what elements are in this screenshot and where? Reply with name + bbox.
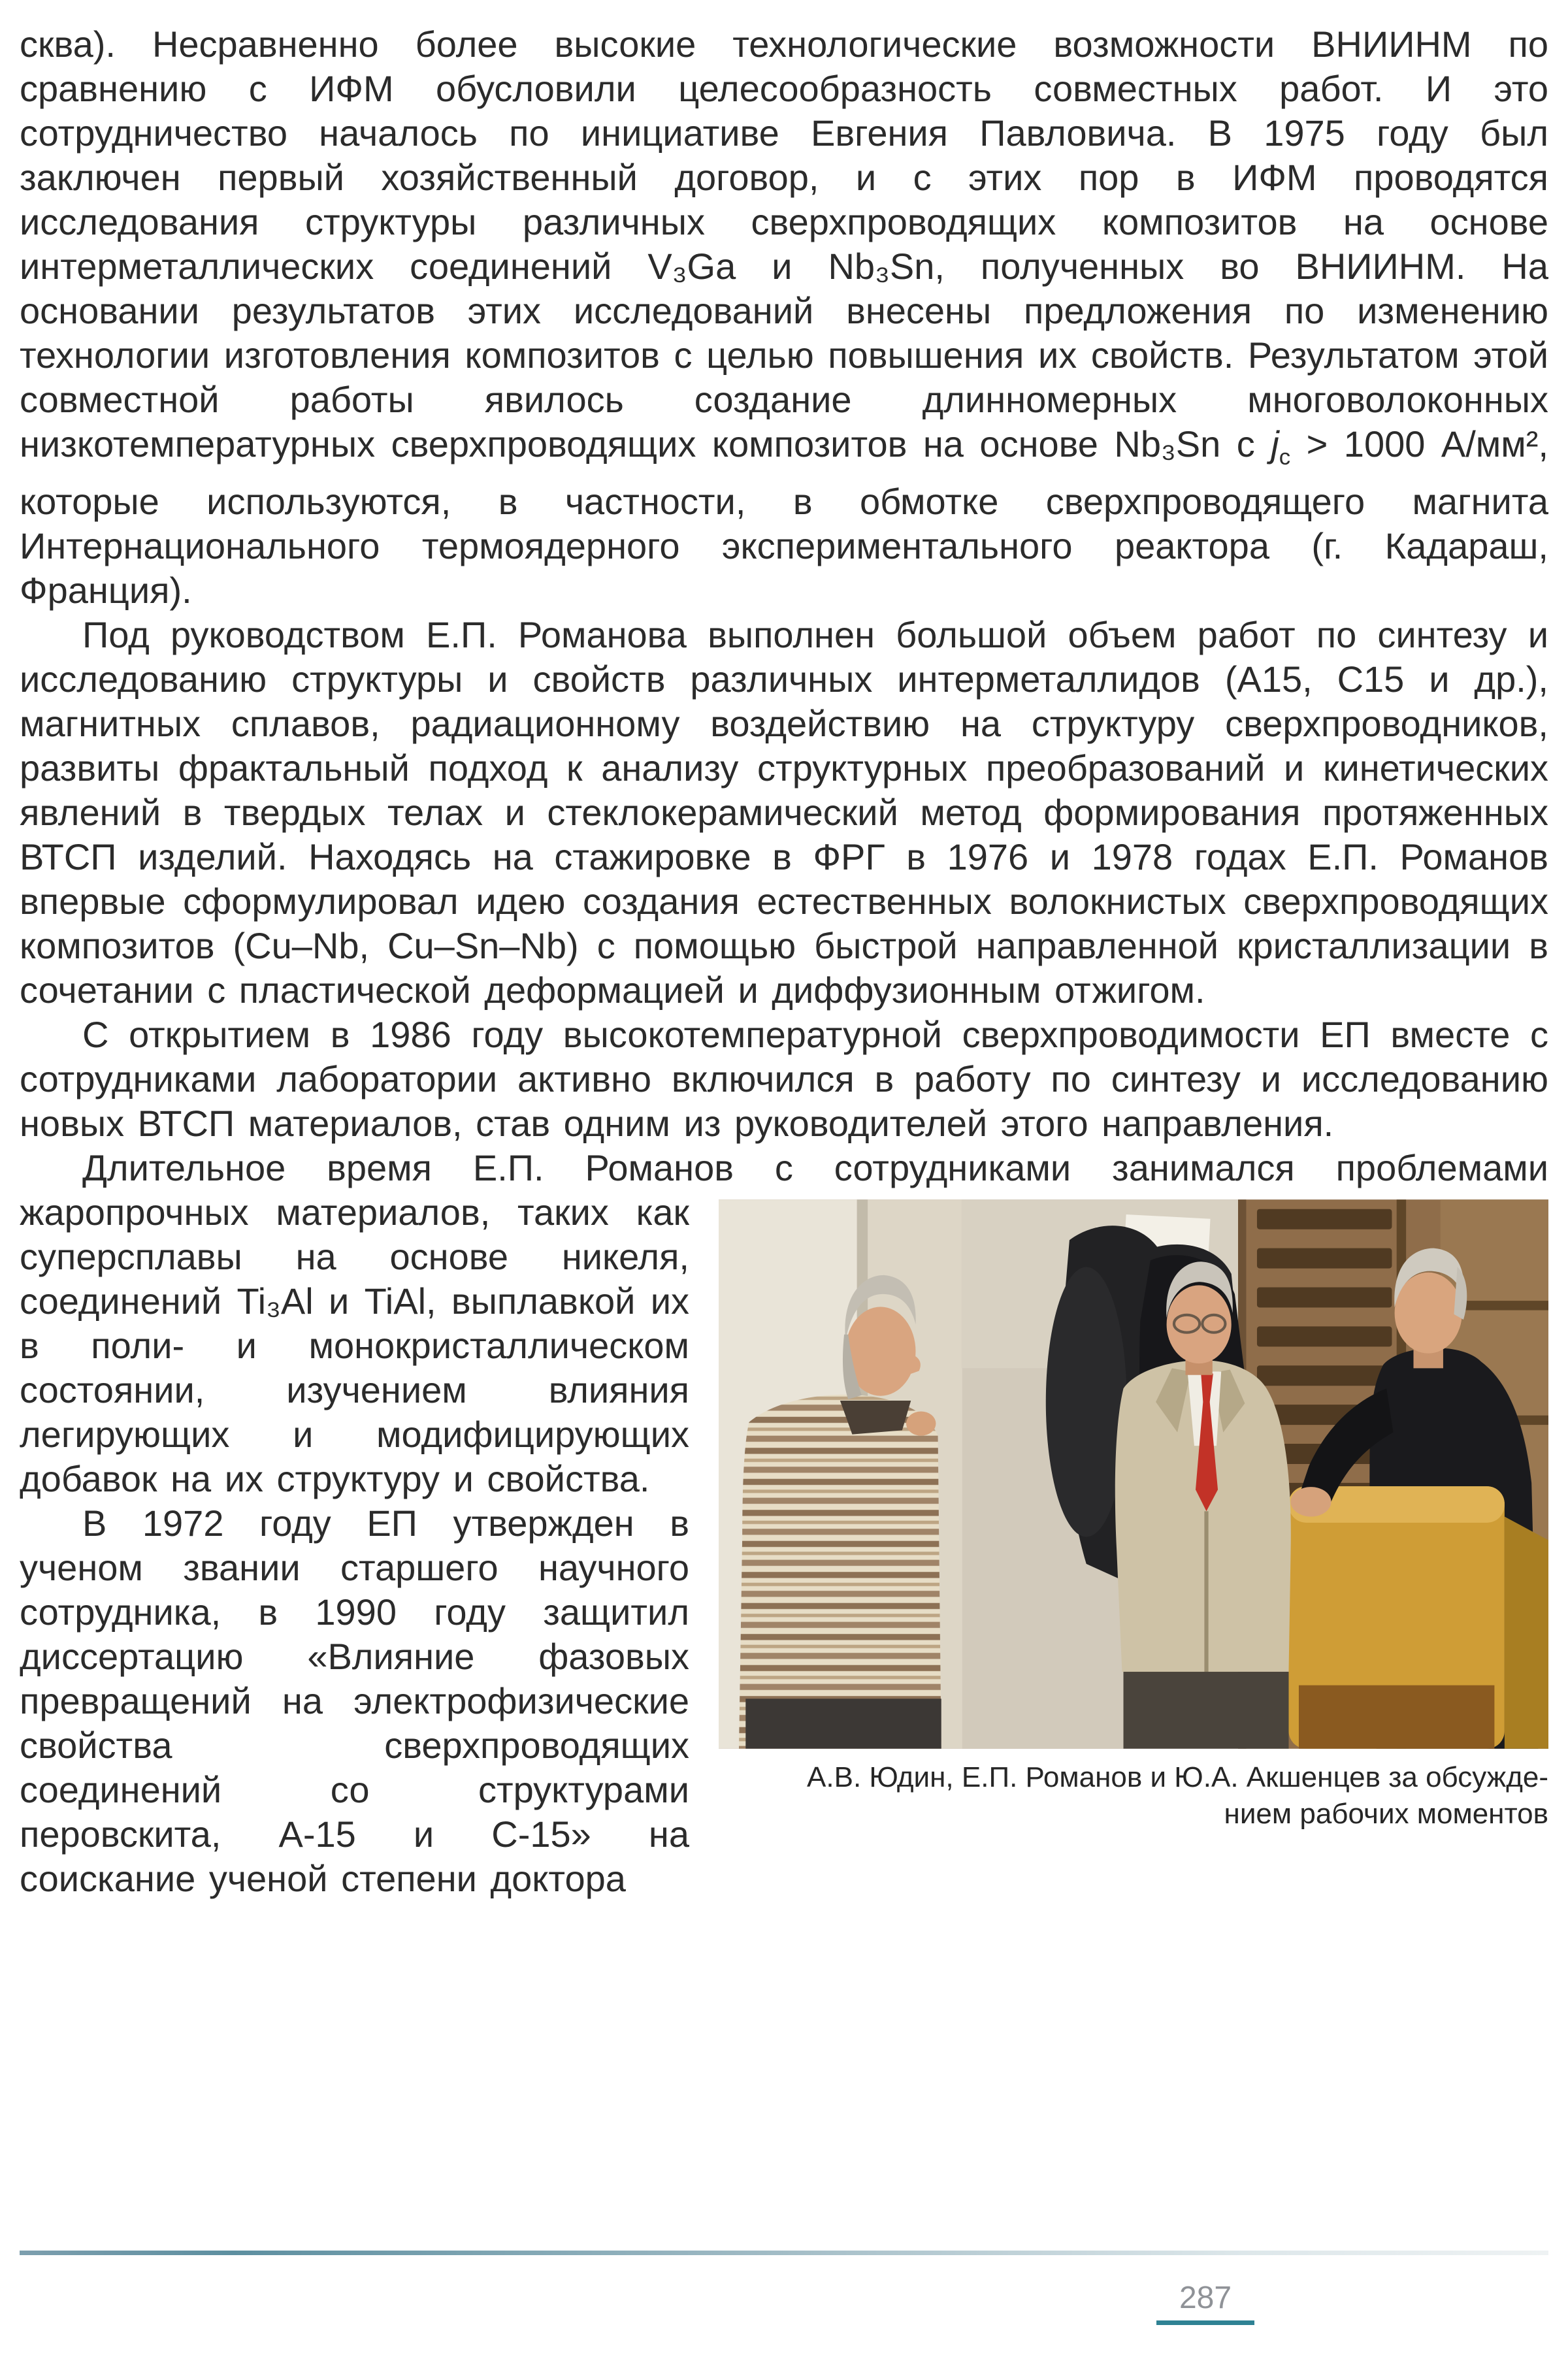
page-number-block bbox=[1156, 2281, 1254, 2325]
photo-figure bbox=[719, 1199, 1548, 1832]
photo-three-men-discussion bbox=[719, 1199, 1548, 1749]
caption-line-1: А.В. Юдин, Е.П. Романов и Ю.А. Акшенцев за обсужде- bbox=[807, 1761, 1548, 1794]
paragraph-5: В 1972 году ЕП утвержден в ученом звании старшего научного сотрудника, в 1990 году защитил диссертацию «Влияние фазовых превращений на электрофизические свойства сверхпроводящих соединений со структурами перовскита, А-15 и С-15» на соискание ученой степени доктора bbox=[20, 1503, 689, 1900]
paragraph-3: С открытием в 1986 году высокотемпературной сверхпроводимости ЕП вместе с сотрудниками лаборатории активно включился в работу по синтезу и исследованию новых ВТСП материалов, став одним из руководителей этого направления. bbox=[20, 1014, 1548, 1145]
page-content bbox=[20, 22, 1548, 1901]
paragraph-text: проблемами жаропрочных материалов, таких как суперсплавы на основе никеля, соединений Ti₃Al и TiAl, выплавкой их в поли- и монокристаллическом состоянии, изучением влияния легирующих и модифицирующих добавок на их структуру и свойства. bbox=[20, 1147, 1549, 1500]
page-number-accent-rule bbox=[1156, 2320, 1254, 2325]
jc-subscript: c bbox=[1279, 445, 1291, 470]
paragraph-text: сква). Несравненно более высокие технологические возможности ВНИИНМ по сравнению с ИФМ обусловили целесообразность совместных работ. И это сотрудничество началось по инициативе Евгения Павловича. В 1975 году был заключен первый хозяйственный договор, и с этих пор в ИФМ проводятся исследования структуры различных сверхпроводящих композитов на основе интерметаллических соединений V₃Ga и Nb₃Sn, полученных во ВНИИНМ. На основании результатов этих исследований внесены предложения по изменению технологии изготовления композитов с целью повышения их свойств. Результатом этой совместной работы явилось создание длинномерных многоволоконных низкотемпературных сверхпроводящих композитов на основе Nb₃Sn с bbox=[20, 24, 1548, 464]
paragraph-text: Длительное время Е.П. Романов с сотрудниками занимался bbox=[82, 1147, 1295, 1189]
page-number: 287 bbox=[1179, 2281, 1232, 2315]
paragraph-2: Под руководством Е.П. Романова выполнен большой объем работ по синтезу и исследованию структуры и свойств различных интерметаллидов (А15, С15 и др.), магнитных сплавов, радиационному воздействию на структуру сверхпроводников, развиты фрактальный подход к анализу структурных преобразований и кинетических явлений в твердых телах и стеклокерамический метод формирования протяженных ВТСП изделий. Находясь на стажировке в ФРГ в 1976 и 1978 годах Е.П. Романов впервые сформулировал идею создания естественных волокнистых сверхпроводящих композитов (Cu–Nb, Cu–Sn–Nb) с помощью быстрой направленной кристаллизации в сочетании с пластической деформацией и диффузионным отжигом. bbox=[20, 614, 1548, 1011]
footer-divider-rule bbox=[20, 2251, 1548, 2255]
caption-line-2: нием рабочих моментов bbox=[1224, 1798, 1548, 1830]
paragraph-1 bbox=[20, 22, 1548, 613]
photo-yellow-chair bbox=[1288, 1486, 1548, 1749]
jc-variable: j bbox=[1271, 423, 1279, 464]
paragraph-text: > 1000 А/мм², которые используются, в частности, в обмотке сверхпроводящего магнита Интернационального термоядерного экспериментального реактора (г. Кадараш, Франция). bbox=[20, 423, 1549, 611]
photo-hand bbox=[1291, 1487, 1331, 1516]
photo-caption bbox=[719, 1759, 1548, 1832]
